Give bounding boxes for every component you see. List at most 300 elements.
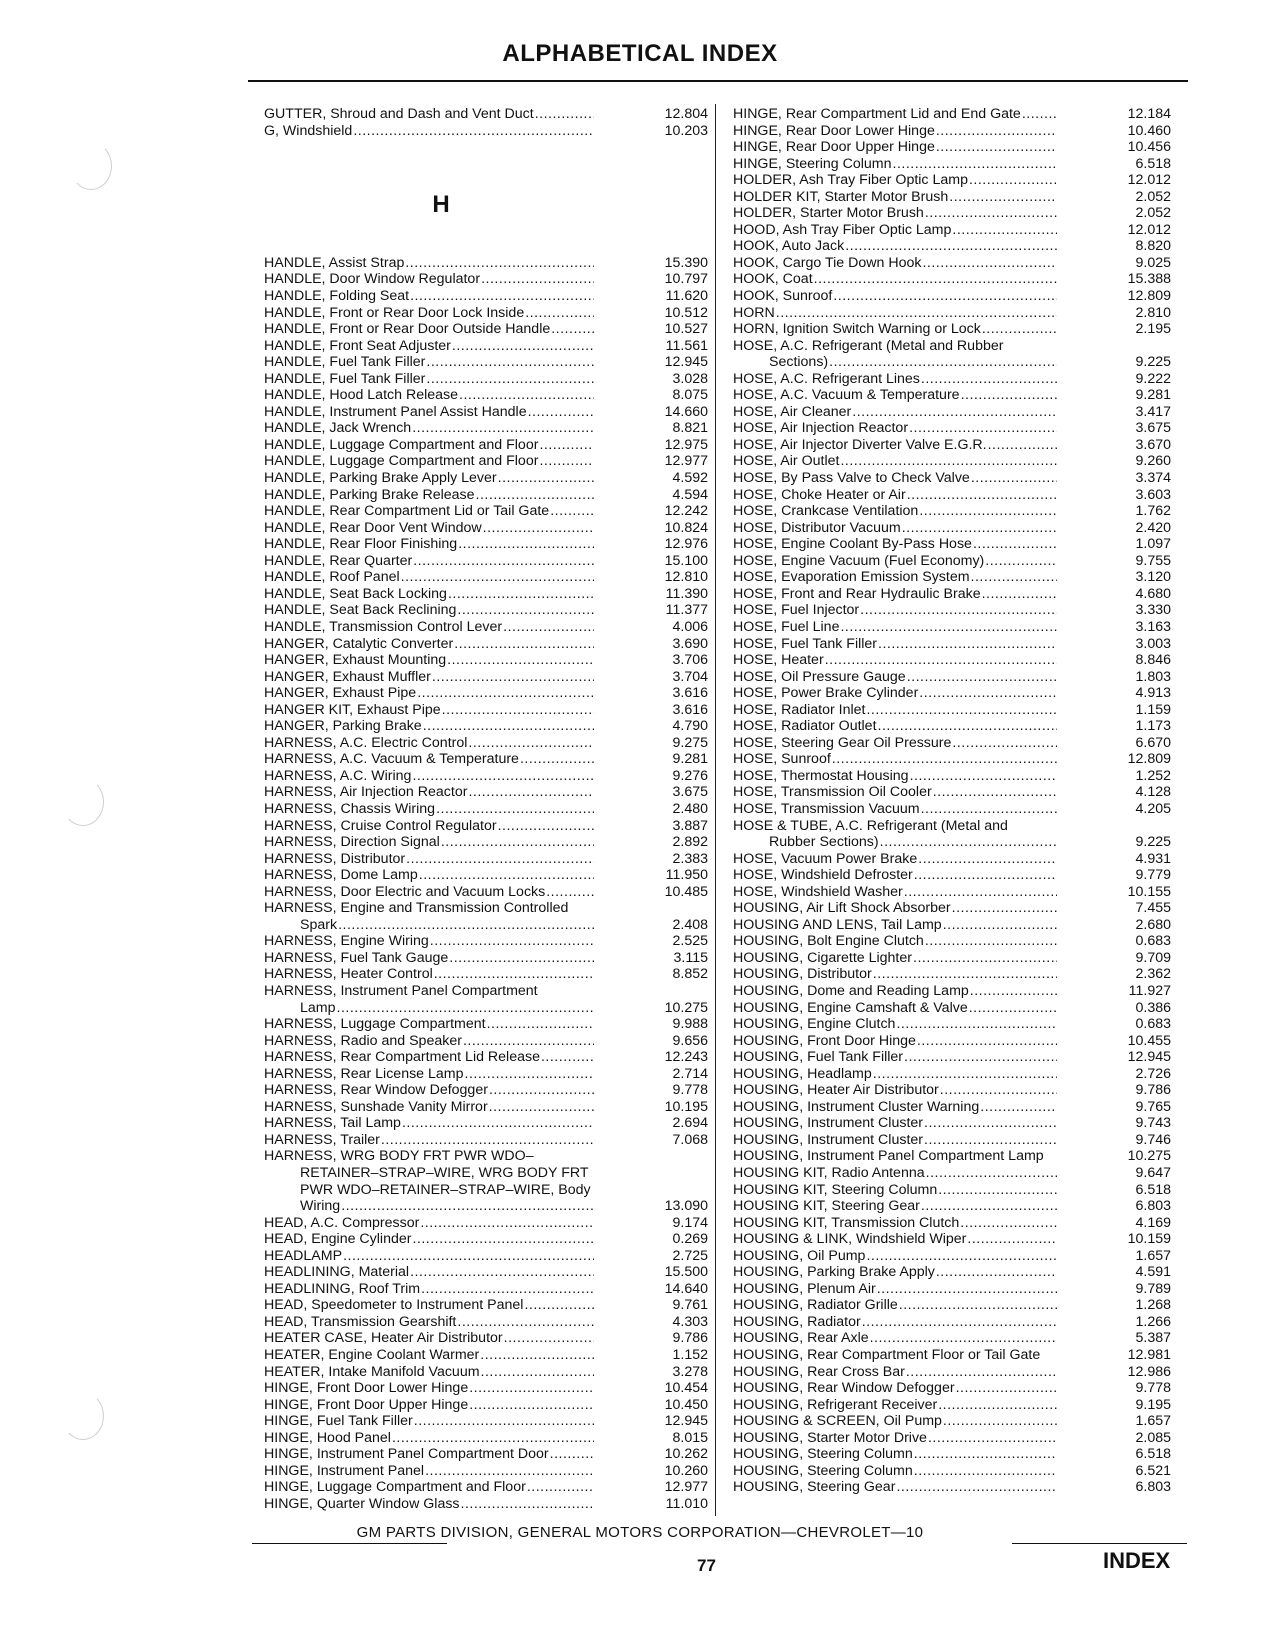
entry-page-ref: 14.640 <box>664 1280 708 1297</box>
dot-leader <box>459 387 594 404</box>
entry-name: HOUSING KIT, Steering Column <box>733 1181 938 1198</box>
dot-leader <box>913 950 1057 967</box>
dot-leader <box>909 420 1057 437</box>
entry-name: HOSE, Fuel Tank Filler <box>733 635 878 652</box>
entry-name: HOLDER, Ash Tray Fiber Optic Lamp <box>733 172 968 189</box>
index-entry <box>733 1479 1171 1496</box>
index-entry <box>264 1330 708 1347</box>
entry-name: HARNESS, Rear Compartment Lid Release <box>264 1049 540 1066</box>
dot-leader <box>970 983 1057 1000</box>
index-entry <box>264 1182 708 1199</box>
entry-page-ref: 10.512 <box>664 304 708 321</box>
index-entry <box>733 387 1171 404</box>
dot-leader <box>353 123 594 140</box>
entry-page-ref: 11.950 <box>665 867 708 884</box>
entry-page-ref: 2.085 <box>1135 1429 1171 1446</box>
index-entry <box>733 338 1171 355</box>
index-entry <box>733 1397 1171 1414</box>
entry-page-ref: 8.820 <box>1135 238 1171 255</box>
entry-page-ref: 10.203 <box>664 122 708 139</box>
entry-page-ref: 12.809 <box>1127 751 1171 768</box>
entry-name: HOUSING, Steering Gear <box>733 1479 896 1496</box>
entry-page-ref: 4.594 <box>672 486 708 503</box>
dot-leader <box>546 884 594 901</box>
index-entry <box>733 884 1171 901</box>
dot-leader <box>917 1033 1057 1050</box>
dot-leader <box>469 1380 594 1397</box>
index-entry <box>733 437 1171 454</box>
entry-name: HOSE, Air Injection Reactor <box>733 420 909 437</box>
entry-name: HOUSING, Headlamp <box>733 1065 872 1082</box>
entry-name: HOSE, A.C. Vacuum & Temperature <box>733 387 960 404</box>
index-entry <box>264 1115 708 1132</box>
dot-leader <box>412 420 594 437</box>
entry-page-ref: 7.068 <box>672 1131 708 1148</box>
index-entry <box>733 305 1171 322</box>
dot-leader <box>417 685 594 702</box>
dot-leader <box>840 619 1057 636</box>
entry-name: HARNESS, Door Electric and Vacuum Locks <box>264 883 546 900</box>
entry-page-ref: 3.706 <box>672 652 708 669</box>
dot-leader <box>924 1132 1057 1149</box>
entry-page-ref: 3.675 <box>1135 420 1171 437</box>
entry-name: HARNESS, Tail Lamp <box>264 1115 401 1132</box>
entry-name: HOSE, A.C. Refrigerant (Metal and Rubber <box>733 337 1004 354</box>
dot-leader <box>410 288 594 305</box>
entry-name: HOSE, Radiator Inlet <box>733 701 866 718</box>
index-entry <box>733 1198 1171 1215</box>
entry-name: HOUSING, Steering Column <box>733 1462 913 1479</box>
entry-page-ref: 0.386 <box>1135 999 1171 1016</box>
entry-page-ref: 11.390 <box>665 585 708 602</box>
index-entry <box>264 1066 708 1083</box>
dot-leader <box>525 305 594 322</box>
entry-page-ref: 2.892 <box>672 834 708 851</box>
index-entry <box>733 669 1171 686</box>
dot-leader <box>441 834 594 851</box>
entry-name: HINGE, Front Door Lower Hinge <box>264 1380 469 1397</box>
entry-page-ref: 15.100 <box>664 552 708 569</box>
entry-name: HANDLE, Fuel Tank Filler <box>264 354 426 371</box>
dot-leader <box>914 1463 1057 1480</box>
dot-leader <box>918 851 1057 868</box>
index-entry <box>733 106 1171 123</box>
entry-name: HANDLE, Seat Back Reclining <box>264 602 457 619</box>
entry-page-ref: 3.115 <box>673 949 708 966</box>
entry-page-ref: 11.010 <box>665 1495 708 1512</box>
index-entry <box>733 851 1171 868</box>
index-entry <box>733 586 1171 603</box>
dot-leader <box>442 702 594 719</box>
entry-page-ref: 11.377 <box>665 602 708 619</box>
entry-page-ref: 4.205 <box>1135 800 1171 817</box>
entry-name: HOUSING, Starter Motor Drive <box>733 1429 927 1446</box>
dot-leader <box>457 602 594 619</box>
entry-page-ref: 12.809 <box>1127 288 1171 305</box>
dot-leader <box>845 238 1057 255</box>
entry-page-ref: 6.518 <box>1135 155 1171 172</box>
entry-page-ref: 1.266 <box>1135 1313 1171 1330</box>
dot-leader <box>524 1297 594 1314</box>
index-entry <box>733 222 1171 239</box>
dot-leader <box>896 1479 1057 1496</box>
entry-name: HOUSING, Plenum Air <box>733 1280 876 1297</box>
dot-leader <box>921 1198 1057 1215</box>
entry-page-ref: 6.803 <box>1135 1198 1171 1215</box>
entry-name: HOSE, Steering Gear Oil Pressure <box>733 734 952 751</box>
dot-leader <box>949 189 1057 206</box>
index-section-label: INDEX <box>1103 1548 1171 1573</box>
entry-page-ref: 9.281 <box>672 751 708 768</box>
index-entry <box>264 1148 708 1165</box>
dot-leader <box>412 1231 594 1248</box>
entry-page-ref: 1.152 <box>672 1347 708 1364</box>
entry-name: HANDLE, Assist Strap <box>264 254 405 271</box>
index-group-h <box>264 255 708 1513</box>
dot-leader <box>480 1347 594 1364</box>
entry-page-ref: 9.195 <box>1135 1396 1171 1413</box>
entry-page-ref: 3.675 <box>672 784 708 801</box>
index-entry <box>264 867 708 884</box>
index-entry <box>264 917 708 934</box>
dot-leader <box>541 1049 594 1066</box>
dot-leader <box>896 1016 1057 1033</box>
index-entry <box>733 139 1171 156</box>
entry-name: Sections) <box>769 354 829 371</box>
entry-name: HOUSING, Instrument Cluster <box>733 1115 924 1132</box>
entry-page-ref: 10.824 <box>664 519 708 536</box>
entry-page-ref: 2.525 <box>672 933 708 950</box>
entry-name: HANDLE, Seat Back Locking <box>264 585 447 602</box>
entry-name: HANDLE, Folding Seat <box>264 288 410 305</box>
entry-page-ref: 9.988 <box>672 1016 708 1033</box>
entry-name: HANDLE, Rear Quarter <box>264 552 413 569</box>
index-entry <box>264 983 708 1000</box>
entry-name: HOSE, Thermostat Housing <box>733 767 909 784</box>
entry-page-ref: 1.173 <box>1135 718 1171 735</box>
entry-page-ref: 10.195 <box>664 1098 708 1115</box>
index-entry <box>264 553 708 570</box>
index-entry <box>733 1099 1171 1116</box>
index-entry <box>733 123 1171 140</box>
dot-leader <box>862 1314 1057 1331</box>
entry-page-ref: 15.388 <box>1127 271 1171 288</box>
entry-name: HOSE & TUBE, A.C. Refrigerant (Metal and <box>733 817 1008 834</box>
index-entry <box>733 801 1171 818</box>
index-entry <box>733 983 1171 1000</box>
entry-page-ref: 3.690 <box>672 635 708 652</box>
entry-name: HOUSING, Air Lift Shock Absorber <box>733 900 951 917</box>
index-entry <box>264 834 708 851</box>
entry-page-ref: 3.120 <box>1135 569 1171 586</box>
dot-leader <box>551 321 594 338</box>
entry-name: HOUSING, Refrigerant Receiver <box>733 1396 938 1413</box>
entry-name: HEADLINING, Roof Trim <box>264 1280 421 1297</box>
dot-leader <box>419 867 594 884</box>
index-entry <box>733 238 1171 255</box>
dot-leader <box>952 735 1057 752</box>
dot-leader <box>829 354 1057 371</box>
entry-name: HOSE, Fuel Line <box>733 618 840 635</box>
dot-leader <box>877 1281 1057 1298</box>
dot-leader <box>866 1248 1057 1265</box>
spacer <box>264 238 708 255</box>
entry-name: HOSE, Fuel Injector <box>733 602 860 619</box>
dot-leader <box>535 106 594 123</box>
index-entry <box>264 1165 708 1182</box>
footer-rule-left <box>252 1543 447 1544</box>
entry-page-ref: 6.670 <box>1135 734 1171 751</box>
entry-page-ref: 10.527 <box>664 321 708 338</box>
dot-leader <box>936 139 1057 156</box>
entry-name: HARNESS, A.C. Electric Control <box>264 734 468 751</box>
index-entry <box>733 1000 1171 1017</box>
index-entry <box>264 933 708 950</box>
entry-page-ref: 12.184 <box>1127 106 1171 122</box>
entry-page-ref: 3.616 <box>672 685 708 702</box>
entry-page-ref: 10.275 <box>664 999 708 1016</box>
dot-leader <box>982 586 1057 603</box>
dot-leader <box>420 1215 594 1232</box>
dot-leader <box>943 917 1057 934</box>
entry-page-ref: 6.803 <box>1135 1479 1171 1496</box>
dot-leader <box>412 768 594 785</box>
dot-leader <box>952 900 1057 917</box>
index-entry <box>733 867 1171 884</box>
index-entry <box>264 966 708 983</box>
dot-leader <box>489 1082 594 1099</box>
entry-name: HOUSING, Parking Brake Apply <box>733 1264 935 1281</box>
index-entry <box>733 189 1171 206</box>
dot-leader <box>436 801 594 818</box>
entry-page-ref: 11.561 <box>665 337 708 354</box>
entry-page-ref: 9.765 <box>1135 1098 1171 1115</box>
entry-name: PWR WDO–RETAINER–STRAP–WIRE, Body <box>300 1181 591 1198</box>
entry-name: HARNESS, Rear License Lamp <box>264 1065 464 1082</box>
entry-page-ref: 4.680 <box>1135 585 1171 602</box>
index-entry <box>264 271 708 288</box>
entry-name: HOOK, Cargo Tie Down Hook <box>733 254 922 271</box>
dot-leader <box>825 652 1057 669</box>
spacer <box>264 139 708 156</box>
index-entry <box>733 1330 1171 1347</box>
index-entry <box>264 503 708 520</box>
entry-page-ref: 10.450 <box>664 1396 708 1413</box>
entry-page-ref: 5.387 <box>1135 1330 1171 1347</box>
index-entry <box>264 1347 708 1364</box>
entry-name: HOUSING, Instrument Panel Compartment Lamp <box>733 1148 1044 1165</box>
entry-page-ref: 12.945 <box>664 354 708 371</box>
entry-name: HOUSING, Instrument Cluster <box>733 1131 924 1148</box>
dot-leader <box>498 470 594 487</box>
index-entry <box>264 784 708 801</box>
entry-name: HANDLE, Hood Latch Release <box>264 387 458 404</box>
entry-name: HOUSING, Engine Clutch <box>733 1016 896 1033</box>
index-entry <box>733 1463 1171 1480</box>
entry-name: HOUSING, Front Door Hinge <box>733 1032 916 1049</box>
entry-name: HOOK, Auto Jack <box>733 238 845 255</box>
index-entry <box>733 1314 1171 1331</box>
index-entry <box>733 1364 1171 1381</box>
entry-name: HANDLE, Instrument Panel Assist Handle <box>264 403 527 420</box>
entry-name: HANGER, Exhaust Pipe <box>264 685 417 702</box>
entry-name: HOUSING KIT, Steering Gear <box>733 1198 920 1215</box>
entry-page-ref: 1.268 <box>1135 1297 1171 1314</box>
index-entry <box>264 900 708 917</box>
entry-name: HOUSING KIT, Transmission Clutch <box>733 1214 960 1231</box>
entry-name: HOSE, Air Outlet <box>733 453 840 470</box>
dot-leader <box>919 685 1057 702</box>
entry-page-ref: 7.455 <box>1135 900 1171 917</box>
dot-leader <box>504 1330 594 1347</box>
entry-name: HOSE, Transmission Vacuum <box>733 800 920 817</box>
index-entry <box>264 818 708 835</box>
index-entry <box>264 453 708 470</box>
entry-name: HOUSING, Distributor <box>733 966 872 983</box>
entry-page-ref: 9.281 <box>1135 387 1171 404</box>
entry-page-ref: 12.242 <box>664 503 708 520</box>
dot-leader <box>878 636 1057 653</box>
index-entry <box>264 487 708 504</box>
dot-leader <box>921 801 1057 818</box>
index-entry <box>733 768 1171 785</box>
index-entry <box>264 1033 708 1050</box>
entry-page-ref: 3.704 <box>672 668 708 685</box>
dot-leader <box>487 1016 594 1033</box>
entry-name: HANDLE, Roof Panel <box>264 569 400 586</box>
dot-leader <box>832 751 1057 768</box>
entry-name: HEATER, Engine Coolant Warmer <box>264 1347 480 1364</box>
index-entry <box>733 1430 1171 1447</box>
index-entry <box>733 205 1171 222</box>
index-entry <box>264 669 708 686</box>
entry-page-ref: 3.616 <box>672 701 708 718</box>
dot-leader <box>381 1132 594 1149</box>
dot-leader <box>914 867 1057 884</box>
entry-name: HOUSING, Rear Compartment Floor or Tail Gate <box>733 1347 1041 1364</box>
entry-page-ref: 9.789 <box>1135 1280 1171 1297</box>
index-entry <box>733 834 1171 851</box>
entry-name: HARNESS, A.C. Wiring <box>264 767 412 784</box>
dot-leader <box>414 1413 594 1430</box>
index-entry <box>733 1231 1171 1248</box>
entry-name: HARNESS, Fuel Tank Gauge <box>264 949 449 966</box>
dot-leader <box>776 305 1057 322</box>
entry-page-ref: 2.383 <box>672 850 708 867</box>
entry-name: HOSE, Power Brake Cylinder <box>733 685 919 702</box>
index-entry <box>733 371 1171 388</box>
entry-page-ref: 2.420 <box>1135 519 1171 536</box>
index-entry <box>733 1215 1171 1232</box>
dot-leader <box>550 503 594 520</box>
entry-name: Spark <box>300 916 338 933</box>
index-entry <box>733 271 1171 288</box>
entry-page-ref: 0.683 <box>1135 933 1171 950</box>
entry-name: HOSE, Transmission Oil Cooler <box>733 784 932 801</box>
index-entry <box>733 1446 1171 1463</box>
entry-name: HARNESS, Sunshade Vanity Mirror <box>264 1098 488 1115</box>
index-entry <box>264 1446 708 1463</box>
entry-page-ref: 1.252 <box>1135 767 1171 784</box>
entry-name: HORN <box>733 304 775 321</box>
entry-name: HARNESS, Dome Lamp <box>264 867 418 884</box>
index-entry <box>264 801 708 818</box>
dot-leader <box>343 1248 594 1265</box>
index-entry <box>264 387 708 404</box>
entry-page-ref: 9.225 <box>1135 834 1171 851</box>
entry-name: HEAD, Speedometer to Instrument Panel <box>264 1297 524 1314</box>
entry-page-ref: 12.976 <box>664 536 708 553</box>
dot-leader <box>430 933 594 950</box>
entry-name: HARNESS, Instrument Panel Compartment <box>264 982 538 999</box>
dot-leader <box>481 1364 594 1381</box>
entry-name: HEATER CASE, Heater Air Distributor <box>264 1330 503 1347</box>
entry-name: HARNESS, A.C. Vacuum & Temperature <box>264 751 519 768</box>
dot-leader <box>936 123 1057 140</box>
dot-leader <box>489 1099 594 1116</box>
entry-page-ref: 12.945 <box>1127 1049 1171 1066</box>
entry-name: HOSE, A.C. Refrigerant Lines <box>733 370 920 387</box>
page-number: 77 <box>697 1556 716 1575</box>
entry-page-ref: 15.500 <box>664 1264 708 1281</box>
index-entry <box>264 1479 708 1496</box>
section-letter-heading: H <box>432 191 450 218</box>
dot-leader <box>873 1066 1057 1083</box>
entry-name: HEADLINING, Material <box>264 1264 410 1281</box>
dot-leader <box>402 1115 594 1132</box>
entry-name: HOSE, Oil Pressure Gauge <box>733 668 906 685</box>
index-entry <box>733 1182 1171 1199</box>
index-entry <box>733 569 1171 586</box>
entry-name: HANDLE, Transmission Control Lever <box>264 618 503 635</box>
dot-leader <box>907 669 1057 686</box>
entry-page-ref: 10.155 <box>1127 883 1171 900</box>
entry-page-ref: 8.821 <box>672 420 708 437</box>
dot-leader <box>528 404 594 421</box>
entry-page-ref: 10.460 <box>1127 122 1171 139</box>
entry-page-ref: 3.603 <box>1135 486 1171 503</box>
punch-hole-mark <box>62 1392 104 1440</box>
dot-leader <box>910 768 1057 785</box>
entry-page-ref: 4.169 <box>1135 1214 1171 1231</box>
dot-leader <box>924 1115 1057 1132</box>
entry-page-ref: 8.846 <box>1135 652 1171 669</box>
entry-name: HARNESS, Cruise Control Regulator <box>264 817 497 834</box>
entry-page-ref: 2.726 <box>1135 1065 1171 1082</box>
index-entry <box>264 371 708 388</box>
entry-page-ref: 3.887 <box>672 817 708 834</box>
index-entry <box>264 1397 708 1414</box>
dot-leader <box>406 851 594 868</box>
entry-page-ref: 3.330 <box>1135 602 1171 619</box>
dot-leader <box>539 453 594 470</box>
entry-page-ref: 3.278 <box>672 1363 708 1380</box>
entry-name: HANDLE, Front Seat Adjuster <box>264 337 451 354</box>
index-entry <box>264 420 708 437</box>
entry-page-ref: 10.275 <box>1127 1148 1171 1165</box>
entry-name: Lamp <box>300 999 336 1016</box>
entry-page-ref: 1.762 <box>1135 503 1171 520</box>
entry-name: HANGER, Catalytic Converter <box>264 635 454 652</box>
index-entry <box>733 1066 1171 1083</box>
index-entry <box>264 354 708 371</box>
entry-page-ref: 12.981 <box>1127 1347 1171 1364</box>
entry-name: HOUSING & LINK, Windshield Wiper <box>733 1231 967 1248</box>
index-entry <box>733 1347 1171 1364</box>
index-entry <box>264 685 708 702</box>
dot-leader <box>866 702 1057 719</box>
entry-page-ref: 4.931 <box>1135 850 1171 867</box>
